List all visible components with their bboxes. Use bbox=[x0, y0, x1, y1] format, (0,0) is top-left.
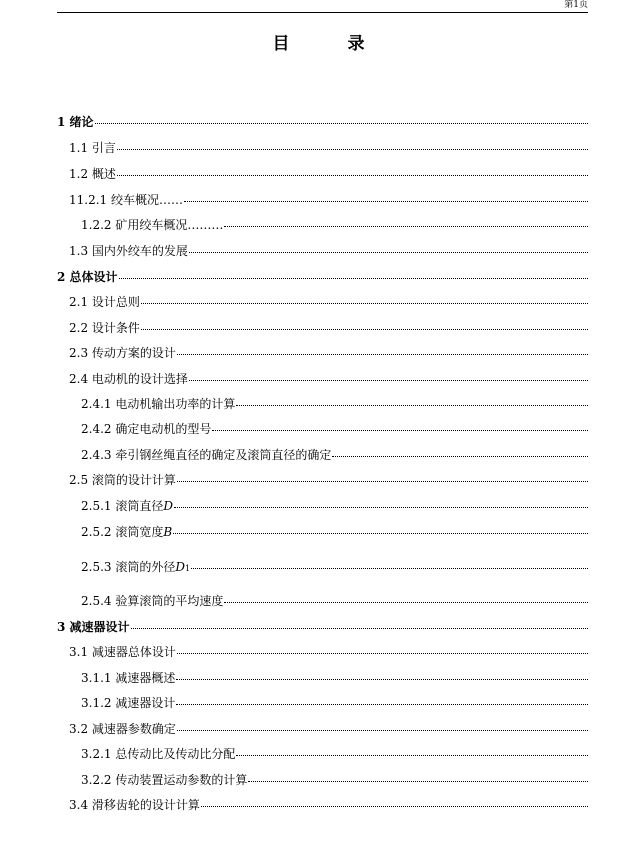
toc-entry[interactable]: 1.3 国内外绞车的发展 bbox=[57, 243, 588, 259]
toc-entry[interactable]: 3.2 减速器参数确定 bbox=[57, 721, 588, 737]
toc-entry[interactable]: 3.2.2 传动装置运动参数的计算 bbox=[57, 772, 588, 788]
dot-leader bbox=[212, 430, 588, 431]
page-number: 第1页 bbox=[564, 0, 588, 10]
dot-leader bbox=[236, 405, 588, 406]
toc-entry[interactable]: 3.1 减速器总体设计 bbox=[57, 644, 588, 660]
math-symbol: D bbox=[163, 499, 173, 513]
toc-entry[interactable]: 2.4.1 电动机输出功率的计算 bbox=[57, 396, 588, 412]
toc-entry[interactable]: 1.1 引言 bbox=[57, 140, 588, 156]
toc-entry[interactable]: 3 减速器设计 bbox=[57, 619, 588, 635]
toc-entry[interactable]: 1.2.2 矿用绞车概况……… bbox=[57, 217, 588, 233]
toc-entry[interactable]: 2.5 滚筒的设计计算 bbox=[57, 472, 588, 488]
dot-leader bbox=[201, 806, 588, 807]
dot-leader bbox=[189, 252, 588, 253]
dot-leader bbox=[248, 781, 588, 782]
toc-entry[interactable]: 3.1.2 减速器设计 bbox=[57, 695, 588, 711]
dot-leader bbox=[177, 730, 588, 731]
dot-leader bbox=[177, 354, 588, 355]
dot-leader bbox=[189, 380, 588, 381]
dot-leader bbox=[141, 329, 588, 330]
dot-leader bbox=[177, 653, 588, 654]
toc-entry[interactable]: 2.4.3 牵引钢丝绳直径的确定及滚筒直径的确定 bbox=[57, 447, 588, 463]
dot-leader bbox=[224, 226, 588, 227]
toc-entry[interactable]: 2.2 设计条件 bbox=[57, 320, 588, 336]
toc-entry[interactable]: 2.4.2 确定电动机的型号 bbox=[57, 421, 588, 437]
toc-entry[interactable]: 2.1 设计总则 bbox=[57, 294, 588, 310]
dot-leader bbox=[117, 149, 588, 150]
dot-leader bbox=[184, 201, 588, 202]
toc-entry[interactable]: 2.5.4 验算滚筒的平均速度 bbox=[57, 593, 588, 609]
toc-entry[interactable]: 2.3 传动方案的设计 bbox=[57, 345, 588, 361]
dot-leader bbox=[176, 704, 588, 705]
toc-entry[interactable]: 11.2.1 绞车概况…… bbox=[57, 192, 588, 208]
toc-entry[interactable]: 2.5.3 滚筒的外径 D 1 bbox=[57, 559, 588, 577]
toc-entry[interactable]: 3.1.1 减速器概述 bbox=[57, 670, 588, 686]
header-rule bbox=[57, 12, 588, 13]
dot-leader bbox=[174, 507, 588, 508]
toc-entry[interactable]: 2.5.1 滚筒直径 D bbox=[57, 498, 588, 514]
toc-entry[interactable]: 3.2.1 总传动比及传动比分配 bbox=[57, 746, 588, 762]
dot-leader bbox=[173, 533, 588, 534]
dot-leader bbox=[176, 679, 588, 680]
dot-leader bbox=[236, 755, 588, 756]
toc-entry[interactable]: 1 绪论 bbox=[57, 114, 588, 130]
dot-leader bbox=[332, 456, 588, 457]
dot-leader bbox=[95, 123, 588, 124]
math-symbol: B bbox=[163, 525, 173, 539]
toc-entry[interactable]: 3.4 滑移齿轮的设计计算 bbox=[57, 797, 588, 813]
toc-entry[interactable]: 2.5.2 滚筒宽度 B bbox=[57, 524, 588, 540]
toc-entry[interactable]: 1.2 概述 bbox=[57, 166, 588, 182]
dot-leader bbox=[119, 278, 588, 279]
toc-entry[interactable]: 2 总体设计 bbox=[57, 269, 588, 285]
toc-entry[interactable]: 2.4 电动机的设计选择 bbox=[57, 371, 588, 387]
dot-leader bbox=[177, 481, 588, 482]
dot-leader bbox=[191, 568, 588, 569]
dot-leader bbox=[224, 602, 588, 603]
dot-leader bbox=[131, 628, 588, 629]
dot-leader bbox=[141, 303, 588, 304]
math-symbol: D bbox=[175, 560, 185, 574]
math-subscript: 1 bbox=[184, 564, 191, 573]
page-title: 目 录 bbox=[272, 34, 391, 54]
dot-leader bbox=[117, 175, 588, 176]
